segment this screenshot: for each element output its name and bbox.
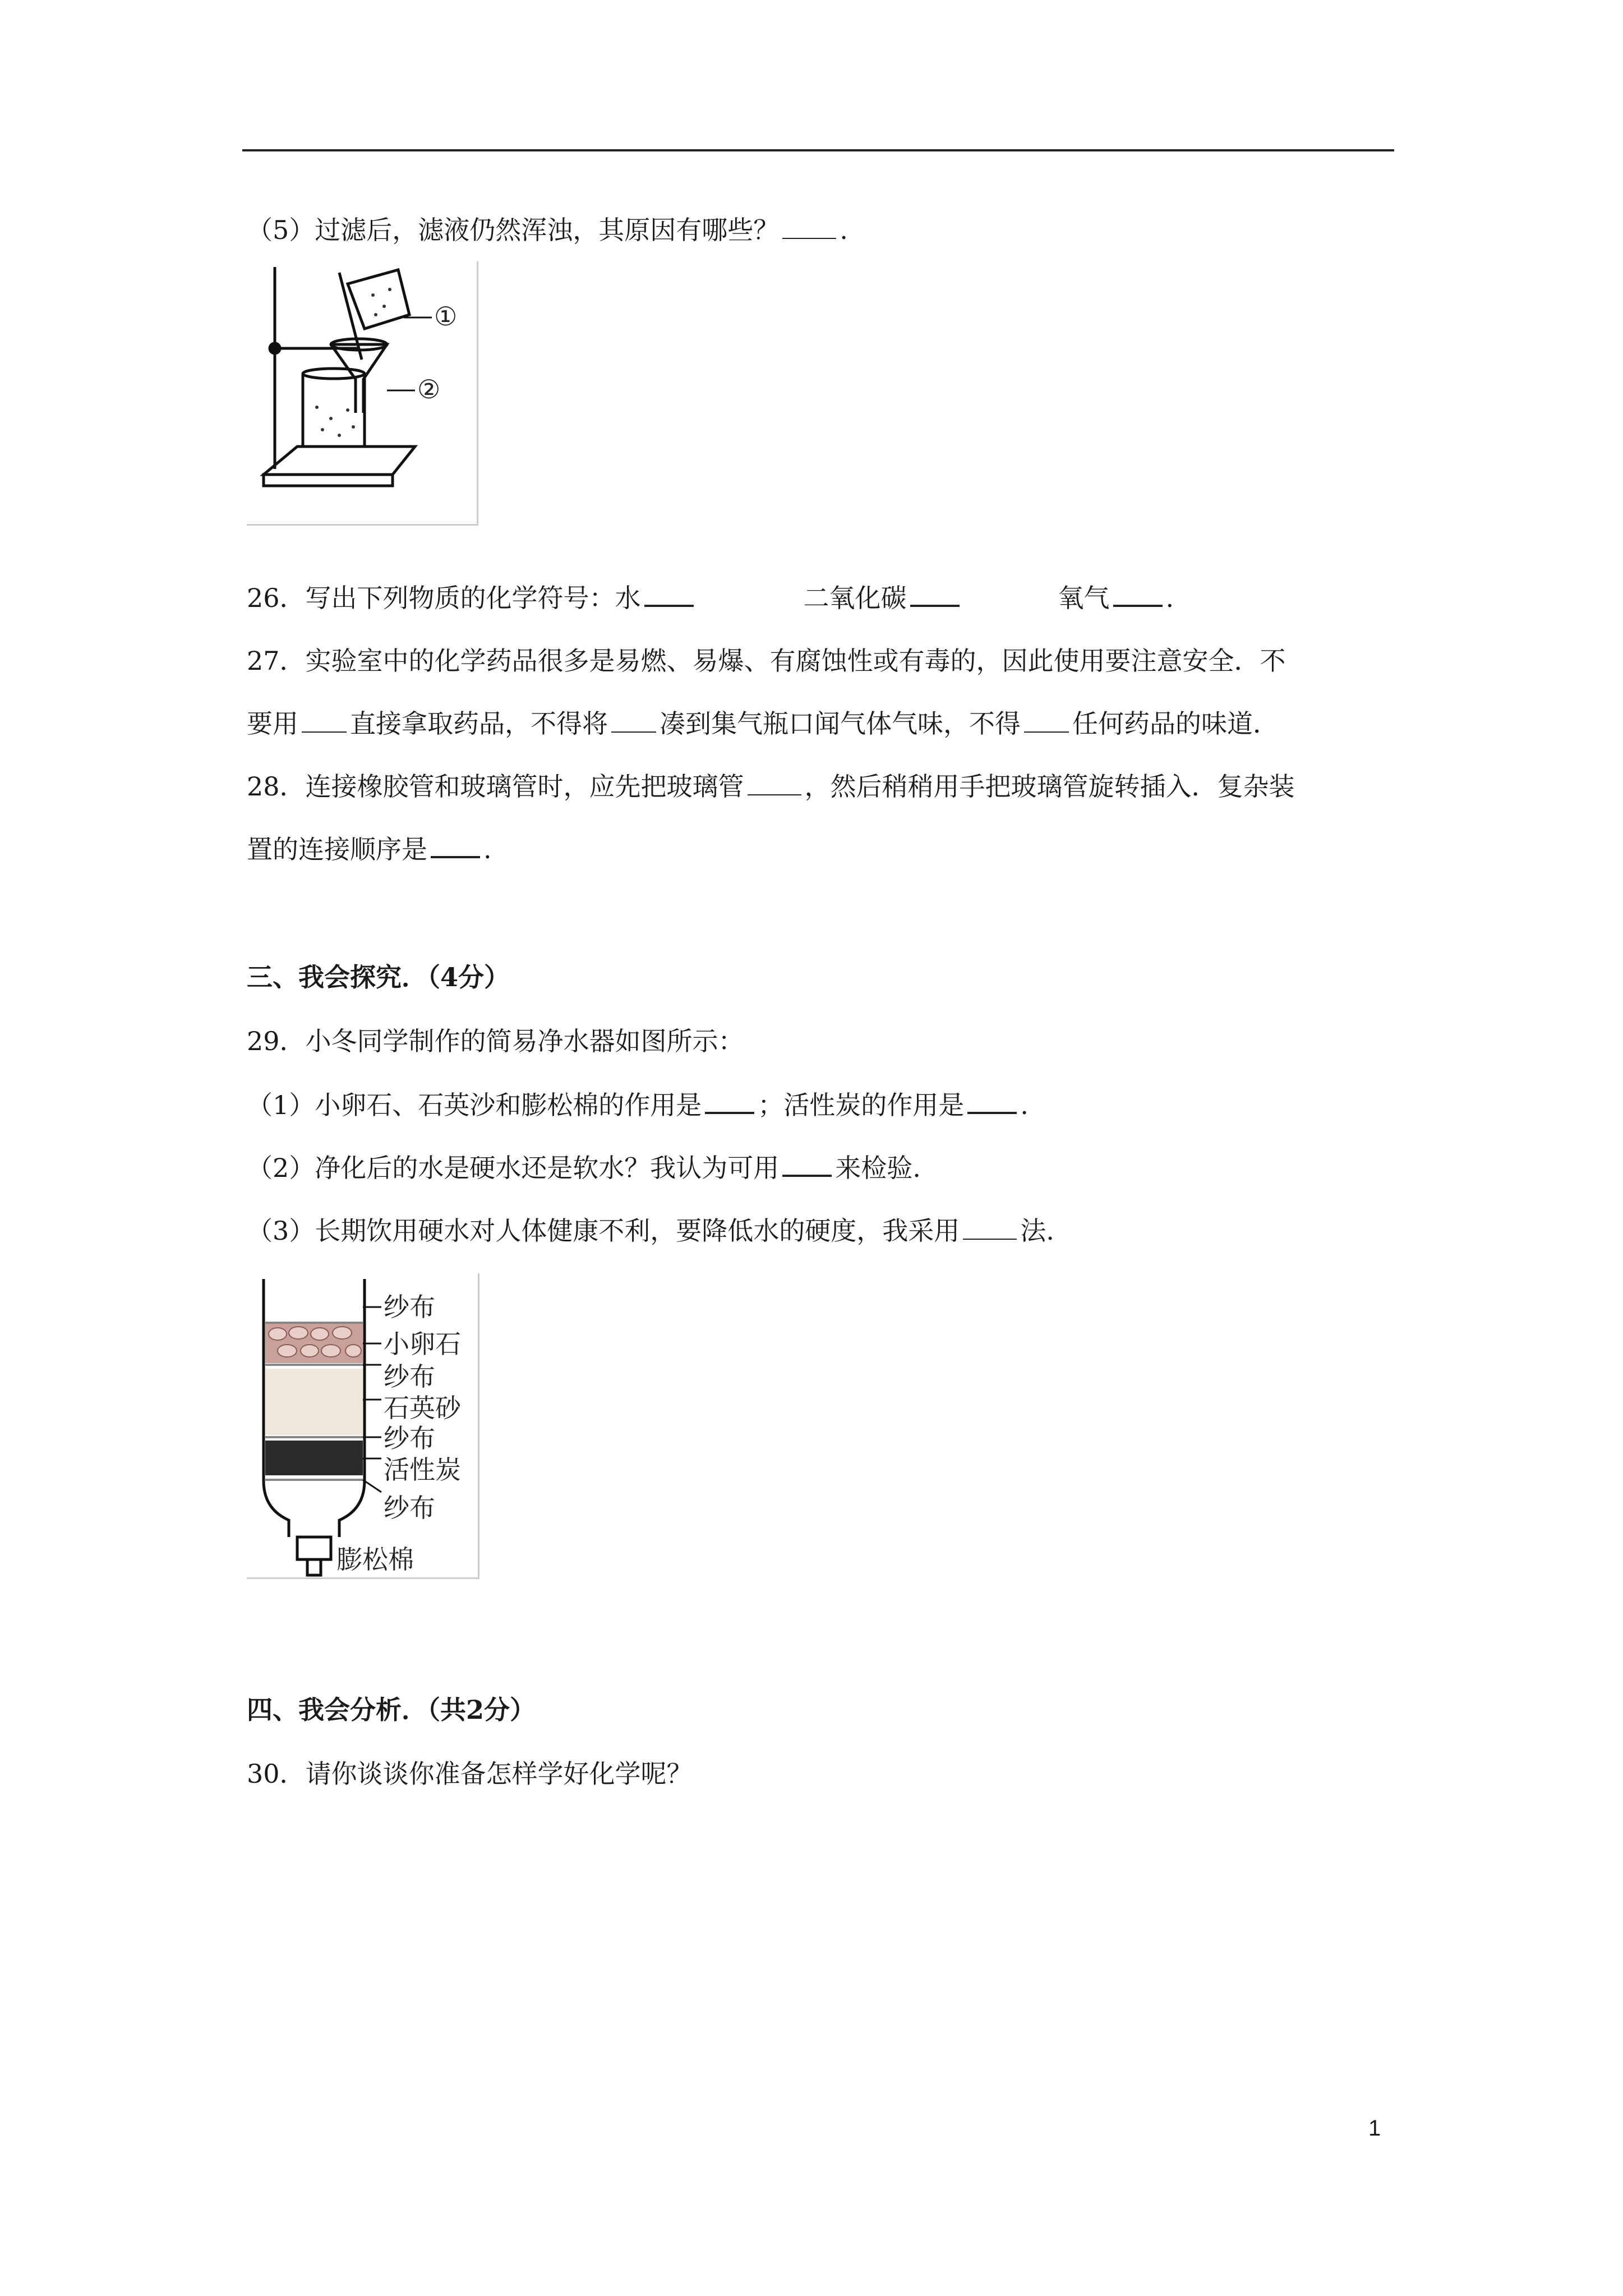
- section-3-heading: 三、我会探究．（4分）: [247, 962, 510, 992]
- water-purifier-diagram: [247, 1273, 478, 1577]
- answer-blank[interactable]: [705, 1089, 754, 1114]
- answer-blank[interactable]: [431, 834, 480, 858]
- answer-blank[interactable]: [967, 1089, 1017, 1114]
- answer-blank[interactable]: [1113, 582, 1163, 607]
- filtration-apparatus-figure: [247, 261, 478, 526]
- answer-blank[interactable]: [302, 709, 347, 733]
- question-29-part-3: （3）长期饮用硬水对人体健康不利，要降低水的硬度，我采用 法.: [247, 1216, 1054, 1246]
- filtration-apparatus-diagram: [247, 261, 477, 524]
- water-purifier-figure: [247, 1273, 479, 1579]
- question-30: 30．请你谈谈你准备怎样学好化学呢？: [247, 1759, 693, 1789]
- answer-blank[interactable]: [782, 215, 836, 239]
- section-4-heading: 四、我会分析．（共2分）: [247, 1695, 536, 1725]
- header-rule: [242, 149, 1394, 151]
- question-26: 26．写出下列物质的化学符号：水 二氧化碳 氧气 .: [247, 583, 1174, 613]
- answer-blank[interactable]: [644, 582, 694, 607]
- question-29-intro: 29．小冬同学制作的简易净水器如图所示：: [247, 1026, 744, 1056]
- layer-label: 纱布: [384, 1361, 435, 1392]
- layer-label: 纱布: [384, 1493, 435, 1523]
- answer-blank[interactable]: [910, 582, 960, 607]
- question-29-part-1: （1）小卵石、石英沙和膨松棉的作用是 ；活性炭的作用是 .: [247, 1090, 1029, 1120]
- answer-blank[interactable]: [611, 709, 656, 733]
- layer-label: 膨松棉: [336, 1544, 414, 1575]
- layer-label: 小卵石: [384, 1329, 461, 1359]
- answer-blank[interactable]: [748, 772, 801, 795]
- question-28-line-2: 置的连接顺序是 .: [247, 834, 492, 864]
- layer-label: 活性炭: [384, 1455, 461, 1485]
- question-29-part-2: （2）净化后的水是硬水还是软水？我认为可用 来检验.: [247, 1153, 921, 1183]
- layer-label: 纱布: [384, 1423, 435, 1453]
- page-number: 1: [1368, 2116, 1381, 2141]
- layer-label: 石英砂: [384, 1393, 461, 1423]
- label-2: ②: [417, 374, 441, 404]
- answer-blank[interactable]: [782, 1152, 832, 1177]
- label-1: ①: [434, 301, 458, 332]
- question-27-line-2: 要用 直接拿取药品，不得将 凑到集气瓶口闻气体气味，不得 任何药品的味道．: [247, 708, 1279, 739]
- question-27-line-1: 27．实验室中的化学药品很多是易燃、易爆、有腐蚀性或有毒的，因此使用要注意安全．不: [247, 646, 1286, 676]
- answer-blank[interactable]: [1024, 709, 1069, 733]
- layer-label: 纱布: [384, 1292, 435, 1322]
- answer-blank[interactable]: [963, 1216, 1017, 1240]
- question-25-5: （5）过滤后，滤液仍然浑浊，其原因有哪些？ .: [247, 215, 848, 245]
- question-28-line-1: 28．连接橡胶管和玻璃管时，应先把玻璃管 ，然后稍稍用手把玻璃管旋转插入．复杂装: [247, 771, 1295, 802]
